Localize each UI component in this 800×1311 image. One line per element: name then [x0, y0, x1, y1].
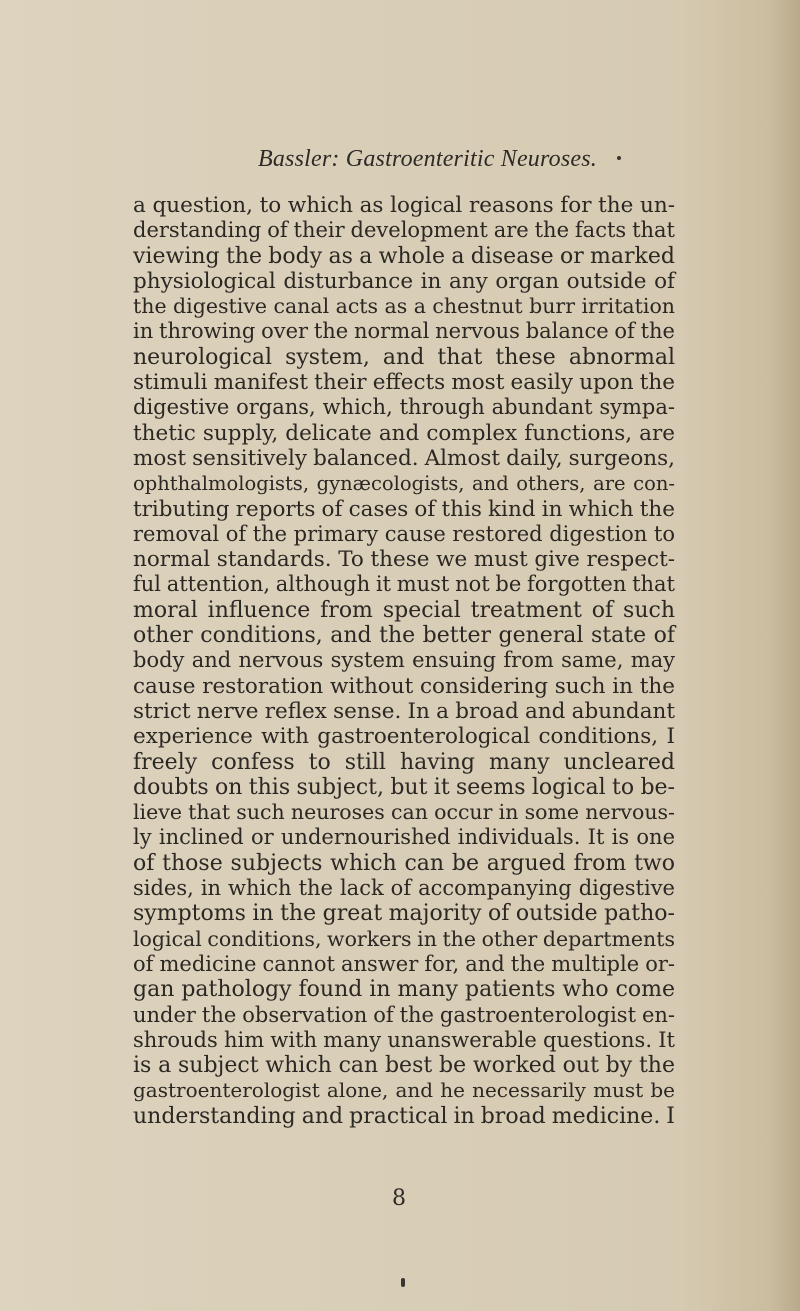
text-line: logical conditions, workers in the other departments [133, 926, 675, 951]
text-line: ophthalmologists, gynæcologists, and others, are con- [133, 472, 675, 496]
text-line: most sensitively balanced. Almost daily, surgeons, [133, 445, 675, 471]
text-line: stimuli manifest their effects most easily upon the [133, 370, 675, 396]
text-line: lieve that such neuroses can occur in some nervous- [133, 800, 675, 825]
text-line: derstanding of their development are the facts that [133, 218, 675, 243]
text-line: in throwing over the normal nervous balance of the [133, 319, 675, 344]
text-line: digestive organs, which, through abundant sympa- [133, 395, 675, 420]
running-head: Bassler: Gastroenteritic Neuroses. [258, 146, 597, 172]
text-line: neurological system, and that these abnormal [133, 344, 675, 370]
text-line: a question, to which as logical reasons for the un- [133, 193, 675, 218]
head-dot-mark [617, 156, 621, 160]
text-line: other conditions, and the better general state of [133, 623, 675, 649]
text-line: tributing reports of cases of this kind in which the [133, 496, 675, 522]
text-line: shrouds him with many unanswerable questions. It [133, 1027, 675, 1052]
text-line: body and nervous system ensuing from same, may [133, 648, 675, 673]
body-paragraph [133, 193, 675, 1129]
text-line: symptoms in the great majority of outside patho- [133, 901, 675, 927]
text-line: of medicine cannot answer for, and the multiple or- [133, 951, 675, 976]
text-line: under the observation of the gastroenterologist en- [133, 1002, 675, 1027]
text-line: gastroenterologist alone, and he necessarily must be [133, 1078, 675, 1103]
text-line: viewing the body as a whole a disease or marked [133, 243, 675, 269]
text-line: gan pathology found in many patients who come [133, 977, 675, 1003]
text-line: is a subject which can best be worked out by the [133, 1053, 675, 1079]
page-number: 8 [392, 1186, 406, 1211]
text-line: doubts on this subject, but it seems logical to be- [133, 774, 675, 800]
text-line: understanding and practical in broad medicine. I [133, 1103, 675, 1129]
text-line: normal standards. To these we must give respect- [133, 547, 675, 573]
text-line: experience with gastroenterological conditions, I [133, 724, 675, 750]
text-line: of those subjects which can be argued from two [133, 850, 675, 876]
text-line: thetic supply, delicate and complex functions, are [133, 420, 675, 446]
text-line: strict nerve reflex sense. In a broad and abundant [133, 698, 675, 724]
text-line: ful attention, although it must not be forgotten that [133, 572, 675, 597]
text-line: physiological disturbance in any organ outside of [133, 268, 675, 294]
text-line: sides, in which the lack of accompanying digestive [133, 876, 675, 901]
text-line: freely confess to still having many uncleared [133, 749, 675, 775]
text-line: moral influence from special treatment of such [133, 597, 675, 623]
text-line: the digestive canal acts as a chestnut burr irritation [133, 294, 675, 319]
bottom-ink-mark [401, 1278, 405, 1287]
text-line: ly inclined or undernourished individuals. It is one [133, 825, 675, 850]
text-line: removal of the primary cause restored digestion to [133, 521, 675, 546]
text-line: cause restoration without considering such in the [133, 673, 675, 699]
